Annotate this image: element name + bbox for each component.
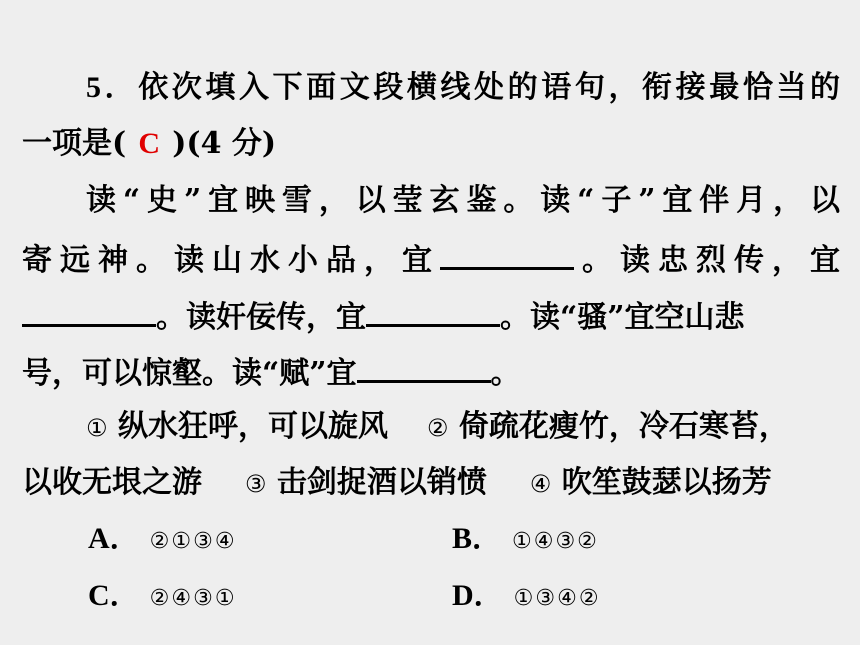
option-sequence: ①③④② [513, 586, 601, 611]
passage-text: 号，可以惊壑。读“赋”宜 [22, 356, 357, 391]
sentence-4: 吹笙鼓瑟以扬芳 [561, 465, 772, 500]
blank-4 [357, 350, 491, 383]
blank-3 [366, 294, 500, 327]
option-letter: A． [88, 522, 140, 555]
passage-text: 。读“骚”宜空山悲 [500, 300, 745, 335]
option-d[interactable] [452, 576, 601, 619]
option-sequence: ①④③② [512, 529, 599, 554]
passage-text: 。 [490, 356, 521, 391]
blank-1 [440, 237, 574, 270]
option-a[interactable] [88, 519, 237, 562]
sentences-line1 [86, 407, 840, 448]
sentences-line2 [22, 463, 840, 504]
passage-text: 。读忠烈传，宜 [574, 243, 840, 278]
stem-prefix: 一项是( [22, 126, 127, 161]
option-c[interactable] [88, 576, 237, 619]
circled-number-3: ③ [244, 470, 267, 498]
passage-line1: 读“史”宜映雪，以莹玄鉴。读“子”宜伴月，以 [86, 183, 840, 218]
option-b[interactable] [452, 519, 599, 562]
option-sequence: ②①③④ [149, 529, 237, 554]
sentence-2-continued: 以收无垠之游 [22, 465, 202, 500]
question-number: 5． [86, 71, 139, 104]
sentence-2: 倚疏花瘦竹，冷石寒苔， [458, 409, 789, 444]
option-letter: C． [88, 579, 140, 612]
answer-mark: C [138, 127, 161, 160]
stem-suffix: )(4 分) [172, 126, 277, 161]
question-stem-line2 [22, 124, 840, 164]
circled-number-4: ④ [529, 470, 552, 498]
circled-number-1: ① [86, 414, 108, 442]
question-stem-line1 [86, 68, 840, 108]
sentence-3: 击剑捉酒以销愤 [276, 465, 487, 500]
sentence-1: 纵水狂呼，可以旋风 [117, 409, 388, 444]
passage-line2 [22, 237, 840, 281]
question-stem-text: 依次填入下面文段横线处的语句，衔接最恰当的 [138, 70, 841, 105]
option-letter: D． [452, 579, 504, 612]
passage-line3 [22, 294, 840, 338]
circled-number-2: ② [426, 414, 449, 442]
option-letter: B． [452, 522, 503, 555]
passage-line4 [22, 350, 840, 394]
passage-text: 寄远神。读山水小品，宜 [22, 243, 440, 278]
option-sequence: ②④③① [149, 586, 237, 611]
blank-2 [22, 294, 156, 327]
passage-text: 。读奸佞传，宜 [156, 300, 366, 335]
